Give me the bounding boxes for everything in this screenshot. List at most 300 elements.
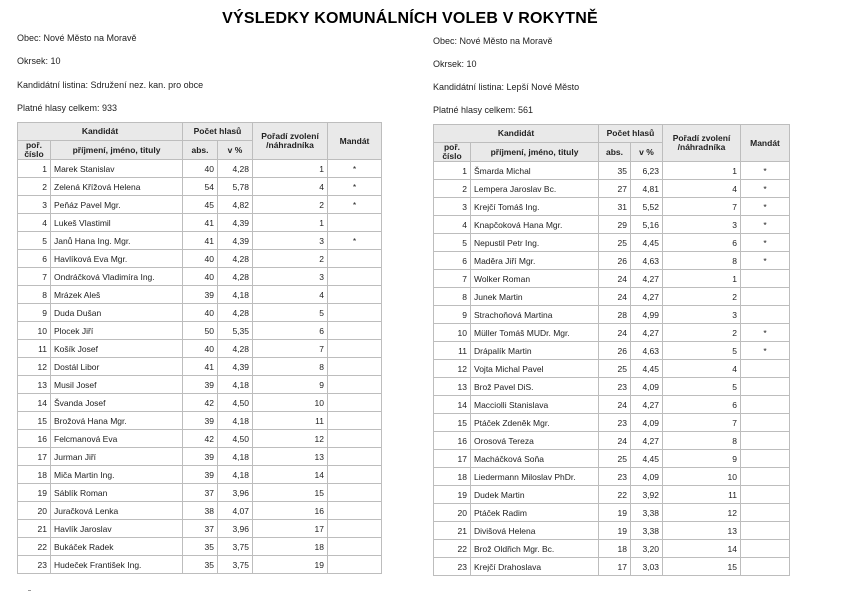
table-row	[18, 358, 382, 376]
table-row	[18, 160, 382, 178]
candidate-name: Macháčková Soňa	[471, 450, 599, 468]
mandat	[328, 376, 382, 394]
poradi: 10	[663, 468, 741, 486]
votes-pct: 3,96	[218, 484, 253, 502]
mandat: *	[741, 252, 790, 270]
table-row	[434, 216, 790, 234]
poradi: 4	[253, 178, 328, 196]
candidate-number: 16	[18, 430, 51, 448]
poradi: 10	[253, 394, 328, 412]
mandat	[741, 522, 790, 540]
poradi: 14	[253, 466, 328, 484]
poradi: 7	[253, 340, 328, 358]
table-row	[18, 304, 382, 322]
votes-pct: 4,39	[218, 232, 253, 250]
votes-abs: 42	[183, 394, 218, 412]
candidate-number: 18	[434, 468, 471, 486]
table-row	[434, 288, 790, 306]
table-row	[434, 378, 790, 396]
votes-pct: 3,38	[631, 522, 663, 540]
votes-abs: 40	[183, 250, 218, 268]
votes-abs: 22	[599, 486, 631, 504]
candidate-name: Plocek Jiří	[51, 322, 183, 340]
table-row	[434, 162, 790, 180]
right-listina: Kandidátní listina: Lepší Nové Město	[433, 82, 580, 92]
table-row	[18, 322, 382, 340]
candidate-number: 4	[18, 214, 51, 232]
mandat: *	[741, 234, 790, 252]
candidate-number: 20	[434, 504, 471, 522]
candidate-name: Lempera Jaroslav Bc.	[471, 180, 599, 198]
table-row	[18, 502, 382, 520]
votes-pct: 4,18	[218, 448, 253, 466]
footer-mark	[28, 590, 31, 591]
poradi: 7	[663, 414, 741, 432]
poradi: 12	[663, 504, 741, 522]
votes-abs: 24	[599, 324, 631, 342]
candidate-number: 19	[18, 484, 51, 502]
votes-abs: 50	[183, 322, 218, 340]
candidate-number: 12	[434, 360, 471, 378]
mandat	[328, 538, 382, 556]
votes-pct: 4,18	[218, 286, 253, 304]
header-kandidat: Kandidát	[434, 125, 599, 143]
candidate-number: 3	[18, 196, 51, 214]
table-row	[434, 198, 790, 216]
votes-abs: 28	[599, 306, 631, 324]
candidate-name: Miča Martin Ing.	[51, 466, 183, 484]
candidate-name: Liedermann Miloslav PhDr.	[471, 468, 599, 486]
votes-abs: 42	[183, 430, 218, 448]
table-row	[18, 178, 382, 196]
votes-abs: 26	[599, 342, 631, 360]
mandat	[741, 360, 790, 378]
candidate-number: 1	[434, 162, 471, 180]
header-mandat: Mandát	[328, 123, 382, 160]
votes-pct: 4,09	[631, 378, 663, 396]
poradi: 3	[663, 306, 741, 324]
left-okrsek: Okrsek: 10	[17, 56, 61, 66]
mandat: *	[328, 178, 382, 196]
mandat	[328, 502, 382, 520]
votes-pct: 4,27	[631, 324, 663, 342]
candidate-name: Janů Hana Ing. Mgr.	[51, 232, 183, 250]
candidate-number: 6	[18, 250, 51, 268]
right-obec: Obec: Nové Město na Moravě	[433, 36, 553, 46]
table-row	[18, 412, 382, 430]
table-row	[434, 396, 790, 414]
poradi: 2	[663, 288, 741, 306]
votes-pct: 4,39	[218, 358, 253, 376]
votes-pct: 4,27	[631, 396, 663, 414]
candidate-name: Vojta Michal Pavel	[471, 360, 599, 378]
poradi: 2	[253, 250, 328, 268]
header-jmeno: příjmení, jméno, tituly	[51, 141, 183, 160]
poradi: 19	[253, 556, 328, 574]
votes-abs: 40	[183, 340, 218, 358]
table-row	[18, 340, 382, 358]
header-poradi: Pořadí zvolení /náhradníka	[663, 125, 741, 162]
candidate-name: Drápalík Martin	[471, 342, 599, 360]
mandat	[328, 466, 382, 484]
table-row	[18, 286, 382, 304]
candidate-name: Havlíková Eva Mgr.	[51, 250, 183, 268]
table-row	[434, 324, 790, 342]
right-okrsek: Okrsek: 10	[433, 59, 477, 69]
candidate-name: Krejčí Drahoslava	[471, 558, 599, 576]
votes-pct: 4,07	[218, 502, 253, 520]
candidate-number: 13	[18, 376, 51, 394]
votes-pct: 4,27	[631, 288, 663, 306]
candidate-number: 8	[18, 286, 51, 304]
mandat	[741, 540, 790, 558]
table-row	[434, 306, 790, 324]
votes-abs: 39	[183, 466, 218, 484]
votes-abs: 19	[599, 522, 631, 540]
right-platne-hlasy: Platné hlasy celkem: 561	[433, 105, 534, 115]
table-row	[18, 196, 382, 214]
candidate-number: 14	[434, 396, 471, 414]
votes-abs: 25	[599, 360, 631, 378]
votes-pct: 5,78	[218, 178, 253, 196]
votes-abs: 35	[599, 162, 631, 180]
votes-pct: 4,50	[218, 394, 253, 412]
candidate-number: 23	[18, 556, 51, 574]
candidate-name: Orosová Tereza	[471, 432, 599, 450]
table-row	[18, 430, 382, 448]
candidate-number: 22	[18, 538, 51, 556]
votes-pct: 5,35	[218, 322, 253, 340]
candidate-name: Švanda Josef	[51, 394, 183, 412]
votes-pct: 3,75	[218, 538, 253, 556]
candidate-number: 10	[434, 324, 471, 342]
votes-pct: 3,38	[631, 504, 663, 522]
votes-pct: 4,39	[218, 214, 253, 232]
votes-abs: 25	[599, 234, 631, 252]
candidate-name: Mrázek Aleš	[51, 286, 183, 304]
table-row	[434, 468, 790, 486]
left-listina: Kandidátní listina: Sdružení nez. kan. pro obce	[17, 80, 204, 90]
table-row	[434, 360, 790, 378]
votes-abs: 35	[183, 556, 218, 574]
candidate-name: Maděra Jiří Mgr.	[471, 252, 599, 270]
votes-abs: 40	[183, 268, 218, 286]
mandat	[741, 306, 790, 324]
votes-abs: 39	[183, 412, 218, 430]
votes-abs: 19	[599, 504, 631, 522]
votes-abs: 24	[599, 432, 631, 450]
candidate-name: Müller Tomáš MUDr. Mgr.	[471, 324, 599, 342]
candidate-number: 4	[434, 216, 471, 234]
header-pct: v %	[218, 141, 253, 160]
mandat	[741, 378, 790, 396]
header-por-cislo: poř. číslo	[18, 141, 51, 160]
candidate-number: 10	[18, 322, 51, 340]
poradi: 6	[253, 322, 328, 340]
votes-abs: 37	[183, 484, 218, 502]
votes-pct: 4,09	[631, 414, 663, 432]
header-kandidat: Kandidát	[18, 123, 183, 141]
mandat	[741, 558, 790, 576]
mandat	[328, 268, 382, 286]
votes-pct: 3,92	[631, 486, 663, 504]
table-row	[18, 232, 382, 250]
poradi: 11	[663, 486, 741, 504]
poradi: 17	[253, 520, 328, 538]
candidate-name: Zelená Křížová Helena	[51, 178, 183, 196]
poradi: 8	[253, 358, 328, 376]
table-row	[434, 504, 790, 522]
votes-pct: 4,18	[218, 412, 253, 430]
votes-abs: 39	[183, 448, 218, 466]
poradi: 5	[253, 304, 328, 322]
votes-pct: 4,27	[631, 270, 663, 288]
votes-pct: 6,23	[631, 162, 663, 180]
poradi: 3	[253, 232, 328, 250]
mandat: *	[741, 342, 790, 360]
mandat: *	[328, 160, 382, 178]
table-row	[434, 342, 790, 360]
votes-abs: 54	[183, 178, 218, 196]
candidate-number: 12	[18, 358, 51, 376]
votes-abs: 38	[183, 502, 218, 520]
poradi: 2	[253, 196, 328, 214]
candidate-name: Wolker Roman	[471, 270, 599, 288]
candidate-name: Lukeš Vlastimil	[51, 214, 183, 232]
votes-pct: 4,18	[218, 466, 253, 484]
poradi: 7	[663, 198, 741, 216]
poradi: 1	[253, 160, 328, 178]
votes-pct: 4,28	[218, 250, 253, 268]
votes-pct: 4,18	[218, 376, 253, 394]
candidate-name: Šmarda Michal	[471, 162, 599, 180]
candidate-name: Brož Pavel DiS.	[471, 378, 599, 396]
candidate-name: Divišová Helena	[471, 522, 599, 540]
mandat	[741, 396, 790, 414]
votes-abs: 31	[599, 198, 631, 216]
poradi: 12	[253, 430, 328, 448]
table-row	[434, 558, 790, 576]
poradi: 5	[663, 342, 741, 360]
mandat	[741, 414, 790, 432]
votes-abs: 24	[599, 396, 631, 414]
table-row	[18, 250, 382, 268]
votes-abs: 23	[599, 414, 631, 432]
candidate-name: Brožová Hana Mgr.	[51, 412, 183, 430]
candidate-name: Sáblík Roman	[51, 484, 183, 502]
header-por-cislo: poř. číslo	[434, 143, 471, 162]
candidate-number: 14	[18, 394, 51, 412]
table-row	[18, 484, 382, 502]
votes-pct: 4,45	[631, 234, 663, 252]
poradi: 9	[253, 376, 328, 394]
candidate-number: 5	[18, 232, 51, 250]
table-row	[434, 432, 790, 450]
candidate-number: 15	[18, 412, 51, 430]
candidate-number: 21	[18, 520, 51, 538]
candidate-number: 5	[434, 234, 471, 252]
candidate-number: 16	[434, 432, 471, 450]
votes-pct: 4,27	[631, 432, 663, 450]
header-poradi: Pořadí zvolení /náhradníka	[253, 123, 328, 160]
candidate-name: Hudeček František Ing.	[51, 556, 183, 574]
candidate-number: 9	[18, 304, 51, 322]
votes-pct: 4,45	[631, 450, 663, 468]
candidate-name: Duda Dušan	[51, 304, 183, 322]
candidate-number: 3	[434, 198, 471, 216]
poradi: 13	[663, 522, 741, 540]
mandat	[741, 270, 790, 288]
candidate-name: Ondráčková Vladimíra Ing.	[51, 268, 183, 286]
mandat: *	[741, 162, 790, 180]
table-row	[18, 268, 382, 286]
poradi: 1	[663, 270, 741, 288]
candidate-name: Macciolli Stanislava	[471, 396, 599, 414]
votes-abs: 24	[599, 288, 631, 306]
poradi: 18	[253, 538, 328, 556]
poradi: 11	[253, 412, 328, 430]
table-row	[18, 214, 382, 232]
candidate-number: 8	[434, 288, 471, 306]
candidate-number: 11	[434, 342, 471, 360]
votes-abs: 29	[599, 216, 631, 234]
poradi: 4	[663, 360, 741, 378]
votes-pct: 4,99	[631, 306, 663, 324]
poradi: 14	[663, 540, 741, 558]
votes-abs: 39	[183, 286, 218, 304]
votes-pct: 3,20	[631, 540, 663, 558]
votes-abs: 37	[183, 520, 218, 538]
votes-pct: 4,28	[218, 160, 253, 178]
candidate-number: 19	[434, 486, 471, 504]
poradi: 4	[253, 286, 328, 304]
table-row	[434, 270, 790, 288]
candidate-name: Strachoňová Martina	[471, 306, 599, 324]
votes-pct: 3,03	[631, 558, 663, 576]
candidate-number: 2	[18, 178, 51, 196]
votes-pct: 4,50	[218, 430, 253, 448]
mandat	[328, 448, 382, 466]
votes-abs: 23	[599, 468, 631, 486]
mandat	[328, 214, 382, 232]
votes-abs: 23	[599, 378, 631, 396]
mandat	[328, 340, 382, 358]
candidate-number: 22	[434, 540, 471, 558]
table-row	[434, 522, 790, 540]
header-abs: abs.	[183, 141, 218, 160]
candidate-name: Ptáček Zdeněk Mgr.	[471, 414, 599, 432]
votes-abs: 40	[183, 304, 218, 322]
votes-abs: 41	[183, 214, 218, 232]
mandat	[328, 322, 382, 340]
table-row	[434, 180, 790, 198]
votes-pct: 4,81	[631, 180, 663, 198]
poradi: 16	[253, 502, 328, 520]
candidate-name: Felcmanová Eva	[51, 430, 183, 448]
candidate-number: 6	[434, 252, 471, 270]
votes-abs: 39	[183, 376, 218, 394]
header-jmeno: příjmení, jméno, tituly	[471, 143, 599, 162]
table-row	[434, 486, 790, 504]
table-row	[18, 376, 382, 394]
votes-abs: 25	[599, 450, 631, 468]
mandat	[328, 520, 382, 538]
poradi: 3	[663, 216, 741, 234]
candidate-number: 17	[434, 450, 471, 468]
votes-abs: 24	[599, 270, 631, 288]
mandat	[741, 450, 790, 468]
candidate-number: 11	[18, 340, 51, 358]
poradi: 5	[663, 378, 741, 396]
candidate-name: Marek Stanislav	[51, 160, 183, 178]
poradi: 6	[663, 234, 741, 252]
candidate-number: 18	[18, 466, 51, 484]
votes-pct: 5,52	[631, 198, 663, 216]
table-row	[18, 538, 382, 556]
table-row	[434, 234, 790, 252]
votes-abs: 41	[183, 232, 218, 250]
header-pocet-hlasu: Počet hlasů	[183, 123, 253, 141]
mandat	[741, 468, 790, 486]
candidate-number: 17	[18, 448, 51, 466]
table-row	[434, 252, 790, 270]
poradi: 8	[663, 252, 741, 270]
left-obec: Obec: Nové Město na Moravě	[17, 33, 137, 43]
votes-abs: 40	[183, 160, 218, 178]
votes-pct: 3,96	[218, 520, 253, 538]
candidate-name: Juračková Lenka	[51, 502, 183, 520]
poradi: 6	[663, 396, 741, 414]
votes-pct: 4,45	[631, 360, 663, 378]
candidate-name: Peňáz Pavel Mgr.	[51, 196, 183, 214]
votes-pct: 4,28	[218, 268, 253, 286]
candidate-number: 21	[434, 522, 471, 540]
poradi: 4	[663, 180, 741, 198]
candidate-name: Bukáček Radek	[51, 538, 183, 556]
votes-pct: 4,28	[218, 304, 253, 322]
candidate-number: 7	[434, 270, 471, 288]
candidate-number: 9	[434, 306, 471, 324]
mandat: *	[328, 232, 382, 250]
mandat	[328, 430, 382, 448]
poradi: 13	[253, 448, 328, 466]
votes-pct: 3,75	[218, 556, 253, 574]
mandat: *	[741, 216, 790, 234]
candidate-number: 7	[18, 268, 51, 286]
header-abs: abs.	[599, 143, 631, 162]
votes-pct: 4,28	[218, 340, 253, 358]
votes-abs: 41	[183, 358, 218, 376]
left-platne-hlasy: Platné hlasy celkem: 933	[17, 103, 118, 113]
table-row	[18, 520, 382, 538]
poradi: 9	[663, 450, 741, 468]
poradi: 8	[663, 432, 741, 450]
candidate-number: 20	[18, 502, 51, 520]
candidate-name: Košík Josef	[51, 340, 183, 358]
table-row	[18, 394, 382, 412]
votes-abs: 17	[599, 558, 631, 576]
table-row	[434, 450, 790, 468]
poradi: 3	[253, 268, 328, 286]
candidate-number: 13	[434, 378, 471, 396]
mandat	[328, 394, 382, 412]
poradi: 15	[253, 484, 328, 502]
votes-abs: 27	[599, 180, 631, 198]
mandat: *	[741, 180, 790, 198]
mandat	[741, 288, 790, 306]
mandat	[328, 304, 382, 322]
candidate-name: Junek Martin	[471, 288, 599, 306]
